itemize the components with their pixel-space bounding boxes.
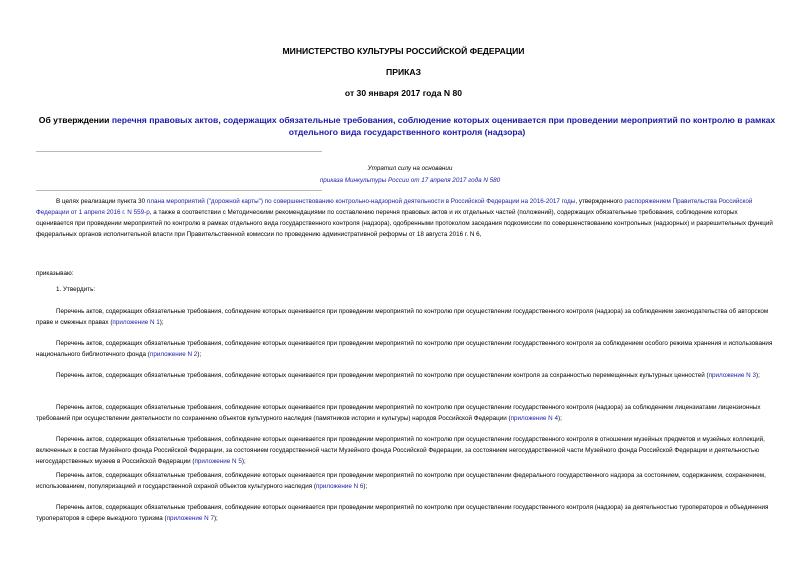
list-item-tail: ); [213,515,218,522]
appendix-link-7[interactable]: приложение N 7 [166,515,214,522]
list-item-tail: ); [557,415,562,422]
annulled-link[interactable]: приказа Минкультуры России от 17 апреля 2017 года N 580 [319,177,501,184]
appendix-link-1[interactable]: приложение N 1 [112,319,160,326]
appendix-link-6[interactable]: приложение N 6 [316,483,364,490]
preamble-paragraph [36,196,774,240]
ministry-heading: МИНИСТЕРСТВО КУЛЬТУРЫ РОССИЙСКОЙ ФЕДЕРАЦИИ [282,46,525,56]
list-item-text: Перечень актов, содержащих обязательные требования, соблюдение которых оценивается при проведении мероприятий по контролю при осуществлении государственного контроля в отношении музейных предметов и музейных коллекций, включенных в состав Музейного фонда Российской Федерации, за состоянием государственной части Музейного фонда Российской Федерации, за состоянием негосударственной части Музейного фонда Российской Федерации и деятельностью негосударственных музеев в Российской Федерации ( [36,436,765,465]
list-item-text: Перечень актов, содержащих обязательные требования, соблюдение которых оценивается при проведении мероприятий по контролю при осуществлении государственного контроля за соблюдением особого режима хранения и использования национального библиотечного фонда ( [36,340,773,358]
date-number-heading: от 30 января 2017 года N 80 [344,88,463,98]
title-prefix: Об утверждении [38,115,112,125]
annulled-link-line [300,177,520,184]
annulled-note: Утратил силу на основании [367,165,453,172]
appendix-link-4[interactable]: приложение N 4 [510,415,558,422]
list-item-tail: ); [363,483,368,490]
appendix-link-5[interactable]: приложение N 5 [194,458,242,465]
doc-type-heading: ПРИКАЗ [386,67,421,77]
government-order-link[interactable]: распоряжением Правительства Российской Федерации от 1 апреля 2016 г. N 559-р [36,198,753,216]
list-item-tail: ); [241,458,246,465]
list-item-5 [36,434,774,467]
preamble-text-2: , утвержденного [575,198,625,205]
list-item-text: Перечень актов, содержащих обязательные требования, соблюдение которых оценивается при проведении мероприятий по контролю при осуществлении государственного контроля (надзора) за соблюдением лицензиатами лицензионных требований при осуществлении деятельности по сохранению объектов культурного наследия (памятников истории и культуры) народов Российской Федерации ( [36,404,761,422]
order-word: приказываю: [36,270,74,277]
list-item-7 [36,502,774,524]
list-item-2 [36,338,774,360]
appendix-link-2[interactable]: приложение N 2 [149,351,198,358]
roadmap-link[interactable]: плана мероприятий ("дорожной карты") по совершенствованию контрольно-надзорной деятельности в Российской Федерации на 2016-2017 годы [146,198,576,205]
divider-top [36,151,322,152]
list-item-text: Перечень актов, содержащих обязательные требования, соблюдение которых оценивается при проведении мероприятий по контролю при осуществлении федерального государственного надзора за состоянием, содержанием, сохранением, использованием, популяризацией и государственной охраной объектов культурного наследия ( [36,472,766,490]
divider-bottom [36,190,322,191]
title-link[interactable]: перечня правовых актов, содержащих обязательные требования, соблюдение которых оценивается при проведении мероприятий по контролю в рамках отдельного вида государственного контроля (надзора) [111,115,776,137]
item-approve: 1. Утвердить: [56,286,96,293]
list-item-4 [36,402,774,424]
list-item-1 [36,306,774,328]
list-item-tail: ); [755,372,760,379]
list-item-text: Перечень актов, содержащих обязательные требования, соблюдение которых оценивается при проведении мероприятий по контролю при осуществлении контроля за сохранностью перемещенных культурных ценностей ( [56,372,709,379]
list-item-3 [36,370,774,381]
list-item-tail: ); [159,319,164,326]
preamble-text-1: В целях реализации пункта 30 [56,198,147,205]
list-item-text: Перечень актов, содержащих обязательные требования, соблюдение которых оценивается при проведении мероприятий по контролю при осуществлении государственного контроля (надзора) за деятельностью туроператоров и объединения туроператоров в сфере выездного туризма ( [36,504,769,522]
preamble-text-3: , а также в соответствии с Методическими рекомендациями по составлению перечня правовых актов и их отдельных частей (положений), содержащих обязательные требования, соблюдение которых оценивается при проведении мероприятий по контролю в рамках отдельного вида государственного контроля (надзора), одобренными протоколом заседания подкомиссии по совершенствованию контрольных (надзорных) и разрешительных функций федеральных органов исполнительной власти при Правительственной комиссии по проведению административной реформы от 18 августа 2016 г. N 6, [36,209,773,238]
appendix-link-3[interactable]: приложение N 3 [708,372,756,379]
list-item-tail: ); [197,351,202,358]
list-item-6 [36,470,774,492]
document-title [36,114,778,138]
list-item-text: Перечень актов, содержащих обязательные требования, соблюдение которых оценивается при проведении мероприятий по контролю при осуществлении государственного контроля (надзора) за соблюдением законодательства об авторском праве и смежных правах ( [36,308,769,326]
